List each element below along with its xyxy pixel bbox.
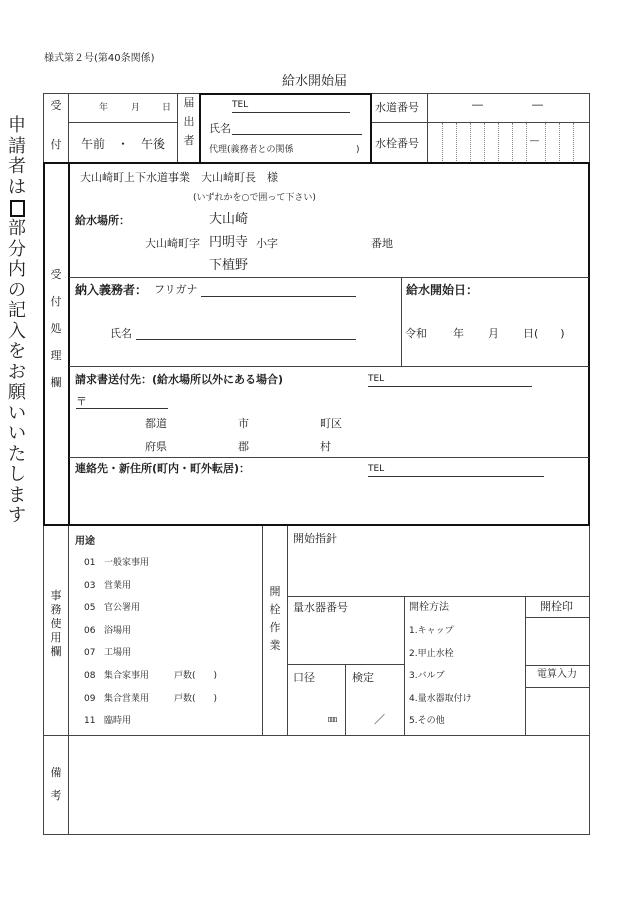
side-note-char: 願 bbox=[8, 382, 26, 403]
usage-code: 07 bbox=[84, 648, 96, 659]
side-note-char: い bbox=[8, 423, 26, 444]
side-note-char: い bbox=[8, 402, 26, 424]
billing-todo: 都道 bbox=[145, 417, 167, 430]
kouhou-item[interactable]: 3.バルブ bbox=[409, 671, 445, 681]
start-date-reiwa: 令和 bbox=[405, 327, 427, 340]
suido-number-label: 水道番号 bbox=[375, 101, 419, 114]
usage-name: 一般家事用 bbox=[104, 558, 150, 568]
payer-name-field[interactable] bbox=[136, 339, 356, 340]
usage-code: 05 bbox=[84, 603, 96, 614]
usage-code: 11 bbox=[84, 716, 96, 727]
side-note-box-symbol bbox=[10, 200, 25, 217]
usage-item[interactable] bbox=[84, 717, 254, 731]
contact-tel-field[interactable] bbox=[368, 476, 544, 477]
usage-name: 臨時用 bbox=[104, 716, 132, 727]
billing-mura: 村 bbox=[320, 440, 331, 453]
usage-item[interactable] bbox=[84, 672, 254, 686]
contact-tel-label: TEL bbox=[368, 464, 385, 474]
side-note-char: 記 bbox=[8, 300, 26, 321]
applicant-name-field[interactable] bbox=[232, 134, 362, 135]
kentei-label: 検定 bbox=[352, 671, 374, 684]
side-note-char: す bbox=[8, 505, 26, 526]
place-aza: 大山崎町字 bbox=[145, 237, 200, 250]
side-note-char: ま bbox=[8, 484, 26, 506]
billing-gun: 郡 bbox=[238, 440, 249, 453]
side-note-char: 分 bbox=[8, 238, 26, 260]
billing-fuken: 府県 bbox=[145, 440, 167, 453]
side-note-char: 請 bbox=[8, 135, 26, 157]
mm-unit: ㎜ bbox=[328, 715, 338, 725]
meter-number-label: 量水器番号 bbox=[293, 601, 348, 614]
uketsuke-month: 月 bbox=[131, 103, 141, 113]
place-banchi: 番地 bbox=[371, 237, 393, 250]
applicant-agent-close: ) bbox=[356, 145, 360, 155]
usage-item[interactable] bbox=[84, 627, 254, 641]
kouhou-item[interactable]: 1.キャップ bbox=[409, 626, 454, 636]
kouhou-item[interactable]: 2.甲止水栓 bbox=[409, 648, 454, 659]
payer-furigana-field[interactable] bbox=[201, 296, 356, 297]
place-koaza: 小字 bbox=[256, 237, 278, 250]
usage-name: 集合家事用 bbox=[104, 671, 150, 681]
suisen-dash: ― bbox=[530, 136, 539, 146]
usage-item[interactable] bbox=[84, 604, 254, 618]
place-enmyoji[interactable]: 円明寺 bbox=[209, 235, 249, 250]
place-shimoueno[interactable]: 下植野 bbox=[209, 258, 249, 273]
usage-item[interactable] bbox=[84, 649, 254, 663]
usage-name: 営業用 bbox=[104, 580, 132, 591]
billing-label: 請求書送付先：(給水場所以外にある場合) bbox=[75, 373, 284, 386]
side-note-char: た bbox=[8, 443, 26, 465]
usage-item[interactable] bbox=[84, 695, 254, 709]
billing-tel-label: TEL bbox=[368, 374, 385, 384]
billing-choku: 町区 bbox=[320, 417, 342, 430]
place-ooyamazaki[interactable]: 大山崎 bbox=[209, 212, 249, 227]
side-note-char: は bbox=[8, 176, 26, 198]
uketsuke-year: 年 bbox=[99, 103, 109, 113]
kouhou-item[interactable]: 4.量水器取付け bbox=[409, 693, 472, 704]
usage-household-count: 戸数( ) bbox=[174, 693, 218, 704]
applicant-agent-label: 代理(義務者との関係 bbox=[209, 145, 294, 155]
usage-code: 09 bbox=[84, 693, 96, 704]
circle-note: (いずれかを○で囲って下さい) bbox=[193, 193, 316, 203]
start-date-month: 月 bbox=[488, 327, 499, 340]
side-note bbox=[4, 116, 30, 527]
usage-name: 工場用 bbox=[104, 648, 132, 659]
start-instruction-label: 開始指針 bbox=[293, 532, 337, 545]
kaisen-work-label: 開 栓 作 業 bbox=[269, 585, 281, 652]
contact-label: 連絡先・新住所(町内・町外転居)： bbox=[75, 462, 251, 475]
start-date-label: 給水開始日： bbox=[406, 283, 479, 297]
usage-code: 01 bbox=[84, 558, 96, 568]
billing-tel-field[interactable] bbox=[368, 386, 532, 387]
side-note-char: し bbox=[8, 464, 26, 485]
todokede-label: 届 出 者 bbox=[183, 96, 195, 147]
billing-postal-field[interactable] bbox=[76, 408, 168, 409]
side-note-char: 内 bbox=[8, 259, 26, 280]
payer-name-label: 氏名 bbox=[110, 327, 132, 340]
addressee: 大山崎町上下水道事業 大山崎町長 様 bbox=[80, 171, 278, 184]
side-note-char: 申 bbox=[8, 115, 26, 136]
side-note-char: 入 bbox=[8, 320, 26, 342]
office-use-label: 事 務 使 用 欄 bbox=[50, 589, 62, 658]
kokei-label: 口径 bbox=[293, 671, 315, 684]
usage-code: 06 bbox=[84, 625, 96, 636]
usage-name: 浴場用 bbox=[104, 625, 132, 636]
side-note-char: 部 bbox=[8, 218, 26, 239]
start-date-year: 年 bbox=[453, 327, 464, 340]
kentei-slash: ／ bbox=[374, 713, 385, 726]
usage-code: 03 bbox=[84, 580, 96, 591]
kaisen-stamp-label: 開栓印 bbox=[540, 600, 573, 613]
usage-name: 集合営業用 bbox=[104, 693, 150, 704]
usage-item[interactable] bbox=[84, 559, 254, 573]
payer-label: 納入義務者： bbox=[75, 283, 148, 297]
usage-household-count: 戸数( ) bbox=[174, 671, 218, 681]
usage-item[interactable] bbox=[84, 582, 254, 596]
suido-dash-2: ― bbox=[532, 98, 543, 111]
applicant-tel-label: TEL bbox=[232, 100, 249, 110]
kouhou-label: 開栓方法 bbox=[409, 602, 449, 613]
side-note-char: を bbox=[8, 341, 26, 362]
applicant-tel-field[interactable] bbox=[232, 112, 350, 113]
uketsuke-label: 受 付 bbox=[50, 99, 62, 151]
side-note-char: 者 bbox=[8, 156, 26, 177]
remarks-label: 備 考 bbox=[50, 766, 62, 802]
usage-code: 08 bbox=[84, 671, 96, 681]
billing-postal-mark: 〒 bbox=[76, 395, 87, 408]
suisen-number-label: 水栓番号 bbox=[375, 137, 419, 150]
side-note-char: お bbox=[8, 361, 26, 383]
uketsuke-day: 日 bbox=[162, 103, 172, 113]
uketsuke-shori-label: 受 付 処 理 欄 bbox=[50, 268, 62, 389]
billing-shi: 市 bbox=[238, 417, 249, 430]
denshin-input-label: 電算入力 bbox=[537, 669, 577, 680]
applicant-name-label: 氏名 bbox=[209, 122, 231, 135]
usage-name: 官公署用 bbox=[104, 603, 141, 614]
remarks-field[interactable] bbox=[69, 736, 589, 834]
usage-label: 用途 bbox=[75, 536, 95, 547]
payer-furigana-label: フリガナ bbox=[154, 283, 198, 296]
side-note-char: の bbox=[8, 279, 26, 301]
kouhou-item[interactable]: 5.その他 bbox=[409, 716, 445, 726]
suido-dash-1: ― bbox=[472, 98, 483, 111]
form-title: 給水開始届 bbox=[282, 74, 348, 89]
start-date-day: 日( ) bbox=[523, 327, 565, 340]
am-pm-select[interactable]: 午前 ・ 午後 bbox=[81, 137, 166, 151]
place-label: 給水場所： bbox=[75, 214, 130, 227]
form-number: 様式第２号(第40条関係) bbox=[44, 53, 155, 64]
